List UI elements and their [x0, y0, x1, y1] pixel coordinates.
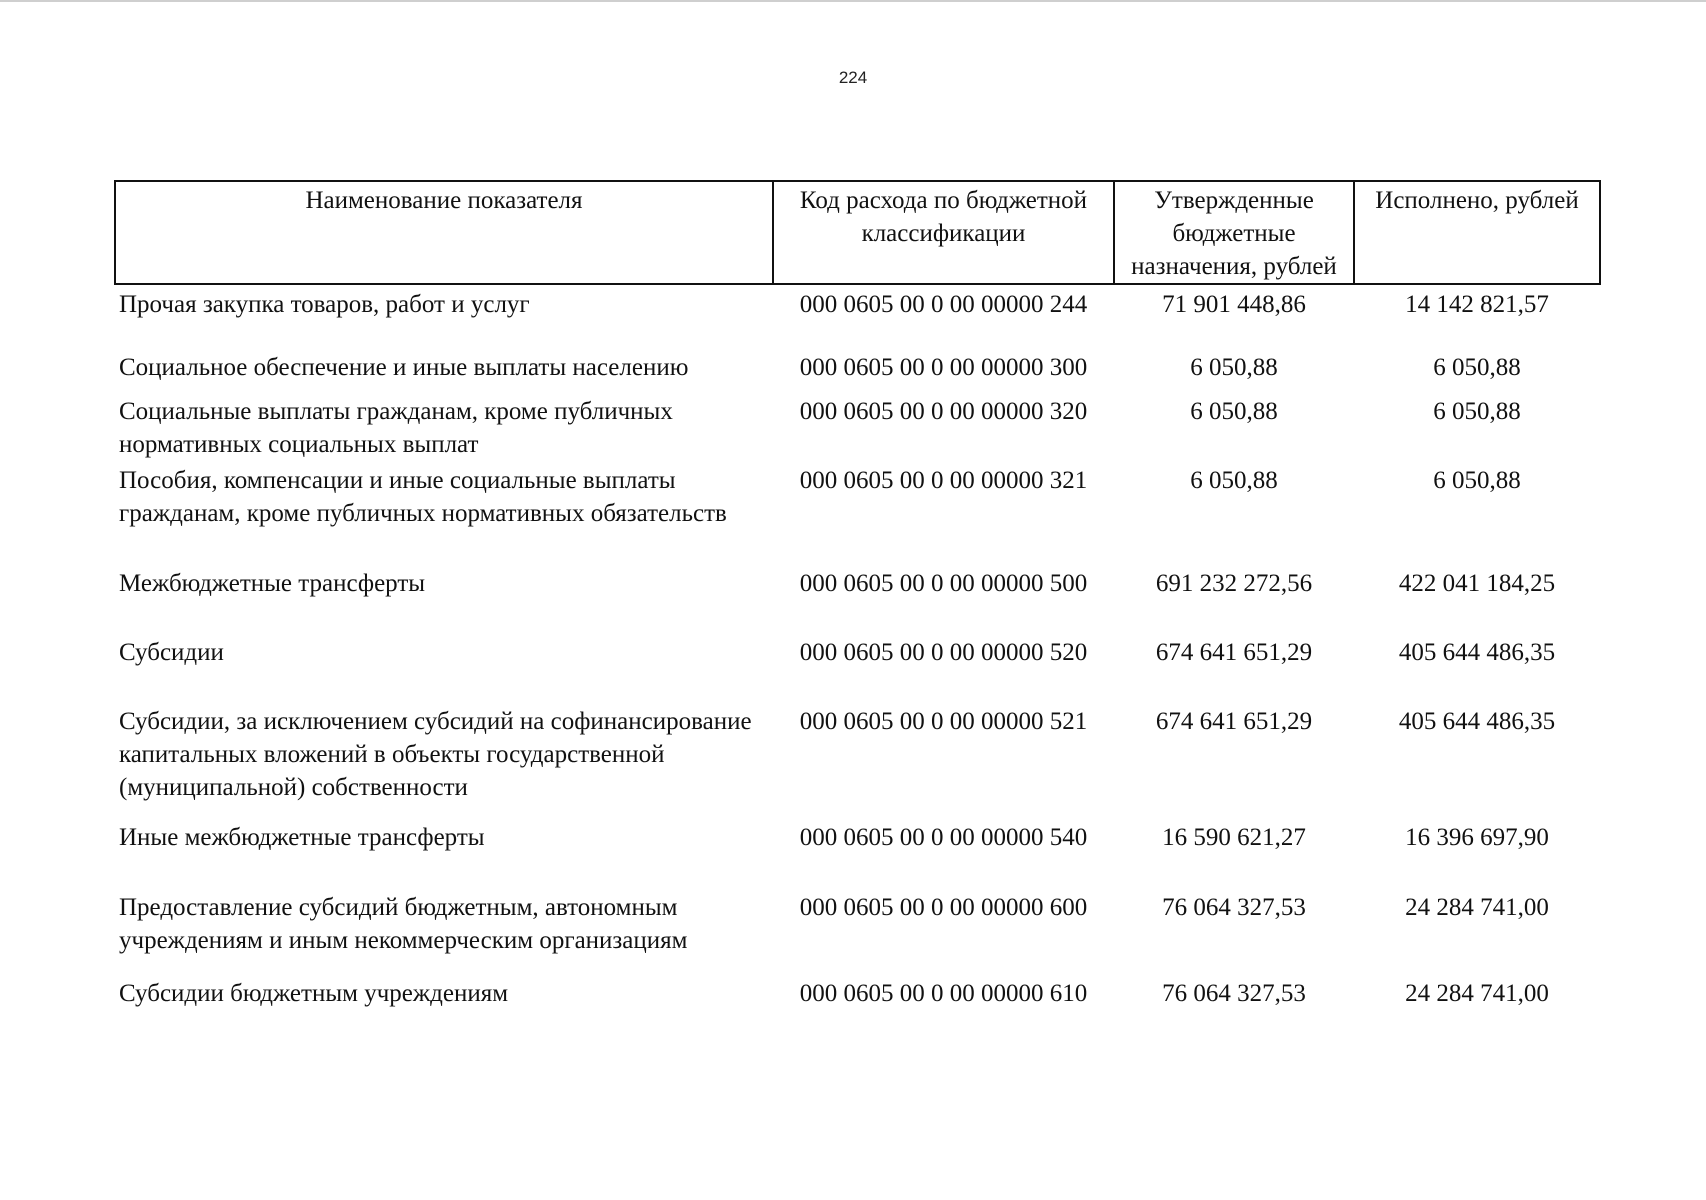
row-code: 000 0605 00 0 00 00000 244 [799, 291, 1088, 318]
table-row [115, 702, 1600, 818]
row-approved: 691 232 272,56 [1155, 570, 1313, 597]
row-approved: 674 641 651,29 [1155, 639, 1313, 666]
row-code: 000 0605 00 0 00 00000 521 [799, 708, 1088, 735]
row-executed: 422 041 184,25 [1398, 570, 1556, 597]
table-row [115, 284, 1600, 348]
row-code: 000 0605 00 0 00 00000 540 [799, 824, 1088, 851]
row-approved: 76 064 327,53 [1162, 980, 1306, 1007]
table-header-row [115, 181, 1600, 284]
row-code: 000 0605 00 0 00 00000 520 [799, 639, 1088, 666]
row-executed: 405 644 486,35 [1398, 639, 1556, 666]
row-name: Иные межбюджетные трансферты [119, 824, 485, 851]
budget-execution-table [114, 180, 1601, 1018]
row-executed: 405 644 486,35 [1398, 708, 1556, 735]
header-approved-amount: Утвержденные бюджетные назначения, рублей [1114, 181, 1354, 284]
row-approved: 6 050,88 [1190, 467, 1278, 494]
row-executed: 24 284 741,00 [1405, 980, 1549, 1007]
table-row [115, 633, 1600, 702]
row-approved: 16 590 621,27 [1162, 824, 1306, 851]
row-code: 000 0605 00 0 00 00000 321 [799, 467, 1088, 494]
row-name: Социальные выплаты гражданам, кроме публичных нормативных социальных выплат [119, 398, 673, 458]
row-name: Субсидии [119, 639, 224, 666]
row-name: Прочая закупка товаров, работ и услуг [119, 291, 530, 318]
row-executed: 16 396 697,90 [1405, 824, 1549, 851]
header-indicator-name: Наименование показателя [115, 181, 773, 284]
row-approved: 6 050,88 [1190, 398, 1278, 425]
row-name: Предоставление субсидий бюджетным, автономным учреждениям и иным некоммерческим организациям [119, 894, 688, 954]
row-code: 000 0605 00 0 00 00000 500 [799, 570, 1088, 597]
row-code: 000 0605 00 0 00 00000 300 [799, 354, 1088, 381]
table-row [115, 888, 1600, 974]
row-name: Социальное обеспечение и иные выплаты населению [119, 354, 689, 381]
row-name: Субсидии бюджетным учреждениям [119, 980, 509, 1007]
row-approved: 76 064 327,53 [1162, 894, 1306, 921]
table-row [115, 392, 1600, 461]
table-row [115, 564, 1600, 633]
row-code: 000 0605 00 0 00 00000 600 [799, 894, 1088, 921]
row-executed: 6 050,88 [1433, 354, 1521, 381]
page-number: 224 [838, 68, 868, 87]
row-approved: 71 901 448,86 [1162, 291, 1306, 318]
row-approved: 674 641 651,29 [1155, 708, 1313, 735]
scan-edge-line [0, 0, 1706, 2]
row-name: Пособия, компенсации и иные социальные выплаты гражданам, кроме публичных нормативных обязательств [119, 467, 727, 527]
row-executed: 14 142 821,57 [1405, 291, 1549, 318]
row-approved: 6 050,88 [1190, 354, 1278, 381]
row-code: 000 0605 00 0 00 00000 610 [799, 980, 1088, 1007]
table-row [115, 974, 1600, 1018]
table-row [115, 348, 1600, 392]
row-name: Субсидии, за исключением субсидий на софинансирование капитальных вложений в объекты государственной (муниципальной) собственности [119, 708, 752, 801]
header-executed-amount: Исполнено, рублей [1354, 181, 1600, 284]
row-executed: 6 050,88 [1433, 398, 1521, 425]
row-executed: 24 284 741,00 [1405, 894, 1549, 921]
row-code: 000 0605 00 0 00 00000 320 [799, 398, 1088, 425]
table-row [115, 818, 1600, 888]
row-name: Межбюджетные трансферты [119, 570, 426, 597]
table-row [115, 461, 1600, 564]
row-executed: 6 050,88 [1433, 467, 1521, 494]
header-expense-code: Код расхода по бюджетной классификации [773, 181, 1114, 284]
